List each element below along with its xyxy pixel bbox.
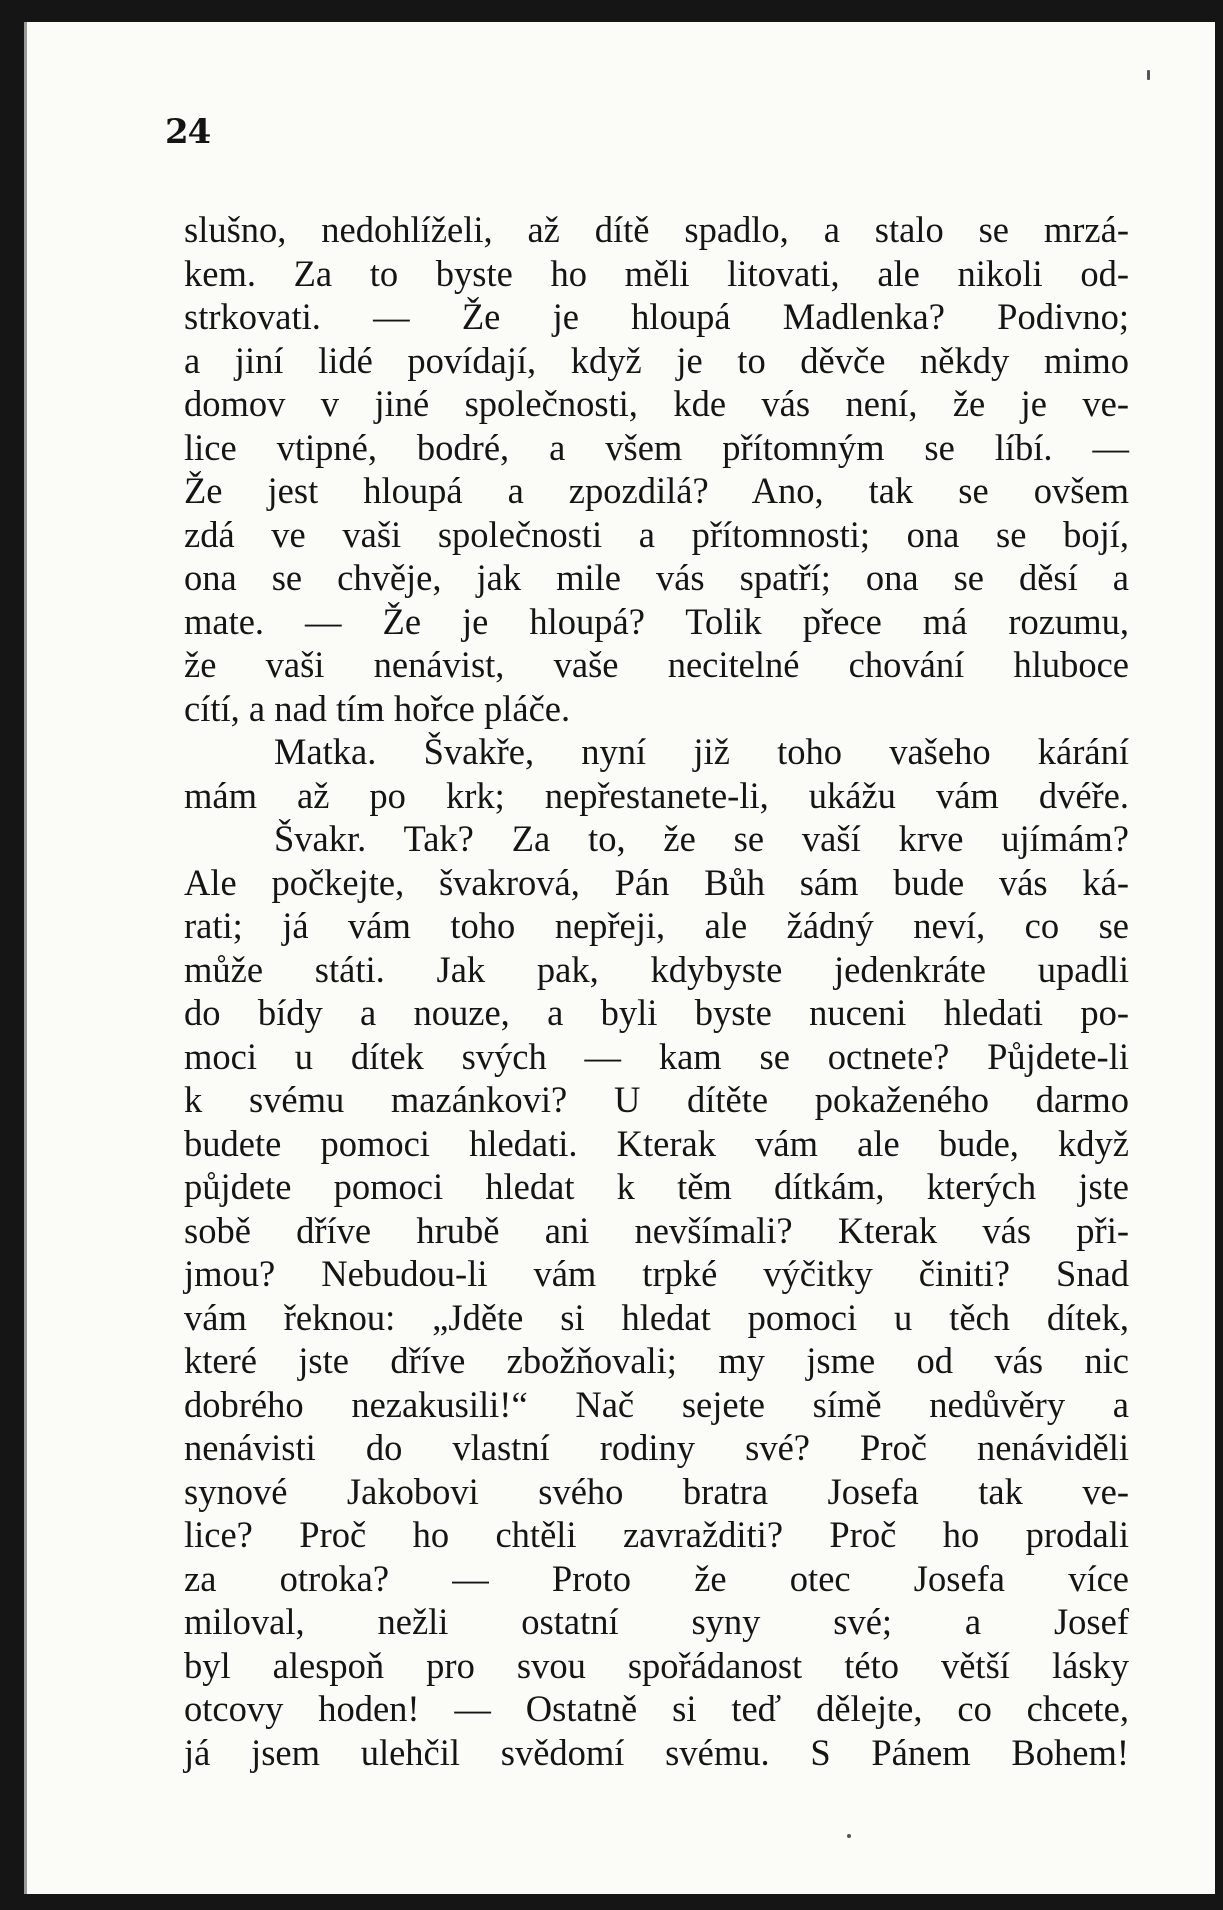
text-line: sobě dříve hrubě ani nevšímali? Kterak vás při- <box>184 1209 1129 1251</box>
text-line: dobrého nezakusili!“ Nač sejete símě nedůvěry a <box>184 1383 1129 1425</box>
text-line: otcovy hoden! — Ostatně si teď dělejte, co chcete, <box>184 1688 1129 1729</box>
text-line: slušno, nedohlíželi, až dítě spadlo, a stalo se mrzá- <box>184 209 1129 250</box>
text-line: lice vtipné, bodré, a všem přítomným se líbí. — <box>184 426 1129 468</box>
text-line: budete pomoci hledati. Kterak vám ale bude, když <box>184 1122 1129 1164</box>
text-line: domov v jiné společnosti, kde vás není, že je ve- <box>184 383 1129 424</box>
text-line: Ale počkejte, švakrová, Pán Bůh sám bude vás ká- <box>184 861 1129 903</box>
text-line: že vaši nenávist, vaše necitelné chování hluboce <box>184 644 1129 685</box>
text-line: synové Jakobovi svého bratra Josefa tak ve- <box>184 1470 1129 1512</box>
text-line: nenávisti do vlastní rodiny své? Proč nenáviděli <box>184 1427 1129 1468</box>
text-line: já jsem ulehčil svědomí svému. S Pánem Bohem! <box>184 1731 1129 1773</box>
text-line: Švakr. Tak? Za to, že se vaší krve ujímám? <box>274 818 1129 859</box>
page-text <box>184 208 1129 1774</box>
text-line: do bídy a nouze, a byli byste nuceni hledati po- <box>184 992 1129 1033</box>
text-line: kem. Za to byste ho měli litovati, ale nikoli od- <box>184 252 1129 294</box>
text-line: strkovati. — Že je hloupá Madlenka? Podivno; <box>184 296 1129 337</box>
paper-speck <box>1147 70 1150 80</box>
paper-speck <box>847 1834 851 1838</box>
text-line: miloval, nežli ostatní syny své; a Josef <box>184 1601 1129 1642</box>
text-line: Matka. Švakře, nyní již toho vašeho kárání <box>274 731 1129 772</box>
text-line: které jste dříve zbožňovali; my jsme od vás nic <box>184 1340 1129 1381</box>
text-line: rati; já vám toho nepřeji, ale žádný neví, co se <box>184 905 1129 946</box>
text-line: mám až po krk; nepřestanete-li, ukážu vám dvéře. <box>184 774 1129 816</box>
page-number: 24 <box>165 112 211 152</box>
text-line: zdá ve vaši společnosti a přítomnosti; ona se bojí, <box>184 513 1129 555</box>
text-line: vám řeknou: „Jděte si hledat pomoci u těch dítek, <box>184 1296 1129 1338</box>
text-line: a jiní lidé povídají, když je to děvče někdy mimo <box>184 339 1129 381</box>
text-line: moci u dítek svých — kam se octnete? Půjdete-li <box>184 1035 1129 1077</box>
text-line: může státi. Jak pak, kdybyste jedenkráte upadli <box>184 948 1129 990</box>
text-line: jmou? Nebudou-li vám trpké výčitky činiti? Snad <box>184 1253 1129 1294</box>
text-line: cítí, a nad tím hořce pláče. <box>184 687 571 729</box>
text-line: Že jest hloupá a zpozdilá? Ano, tak se ovšem <box>184 470 1129 511</box>
text-line: mate. — Že je hloupá? Tolik přece má rozumu, <box>184 600 1129 642</box>
text-line: půjdete pomoci hledat k těm dítkám, kterých jste <box>184 1166 1129 1207</box>
text-line: k svému mazánkovi? U dítěte pokaženého darmo <box>184 1079 1129 1120</box>
text-line: za otroka? — Proto že otec Josefa více <box>184 1557 1129 1599</box>
text-line: byl alespoň pro svou spořádanost této větší lásky <box>184 1644 1129 1686</box>
text-line: lice? Proč ho chtěli zavražditi? Proč ho prodali <box>184 1514 1129 1555</box>
text-line: ona se chvěje, jak mile vás spatří; ona se děsí a <box>184 557 1129 598</box>
